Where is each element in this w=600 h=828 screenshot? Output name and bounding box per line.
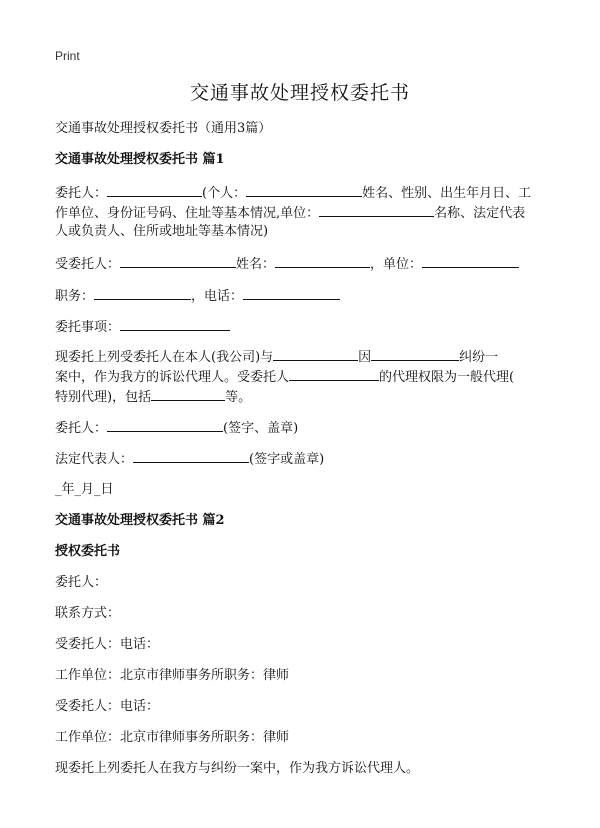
blank-line — [422, 253, 519, 268]
blank-line — [246, 182, 362, 197]
paragraph-principal-line-3: 人或负责人、住所或地址等基本情况) — [55, 224, 269, 239]
document-subtitle: 交通事故处理授权委托书（通用3篇） — [55, 121, 272, 136]
print-label: Print — [55, 49, 80, 63]
paragraph-entrust-line-2: 案中，作为我方的诉讼代理人。受委托人 的代理权限为一般代理( — [55, 366, 560, 388]
list-item: 受委托人：电话： — [55, 699, 160, 714]
blank-line — [133, 448, 249, 463]
list-item: 工作单位：北京市律师事务所职务：律师 — [55, 668, 290, 683]
list-item: 联系方式： — [55, 606, 121, 621]
list-item: 受委托人：电话： — [55, 637, 160, 652]
blank-line — [120, 316, 230, 331]
blank-line — [371, 346, 459, 361]
paragraph-principal-line-1: 委托人： (个人： 姓名、性别、出生年月日、工 — [55, 182, 560, 204]
paragraph-position: 职务： ，电话： — [55, 285, 560, 307]
paragraph-principal-line-2: 作单位、身份证号码、住址等基本情况,单位： 名称、法定代表 — [55, 202, 560, 224]
date-line: _年_月_日 — [55, 482, 114, 497]
list-item: 工作单位：北京市律师事务所职务：律师 — [55, 730, 290, 745]
section-heading-2: 交通事故处理授权委托书 篇2 — [55, 513, 225, 528]
blank-line — [275, 253, 370, 268]
blank-line — [289, 366, 379, 381]
blank-line — [107, 417, 223, 432]
paragraph-agent: 受委托人： 姓名： ，单位： — [55, 253, 560, 275]
signature-legal-rep: 法定代表人： (签字或盖章) — [55, 448, 560, 470]
blank-line — [107, 182, 202, 197]
blank-line — [120, 253, 236, 268]
blank-line — [273, 346, 358, 361]
blank-line — [151, 386, 225, 401]
list-item: 现委托上列委托人在我方与纠纷一案中，作为我方诉讼代理人。 — [55, 761, 420, 776]
section-heading-1: 交通事故处理授权委托书 篇1 — [55, 152, 225, 167]
paragraph-matter: 委托事项： — [55, 316, 560, 338]
blank-line — [243, 285, 340, 300]
blank-line — [319, 202, 434, 217]
blank-line — [94, 285, 191, 300]
section-subheading: 授权委托书 — [55, 544, 121, 559]
document-title: 交通事故处理授权委托书 — [189, 82, 410, 104]
paragraph-entrust-line-1: 现委托上列受委托人在本人(我公司)与 因 纠纷一 — [55, 346, 560, 368]
list-item: 委托人： — [55, 575, 108, 590]
paragraph-entrust-line-3: 特别代理)，包括 等。 — [55, 386, 560, 408]
signature-principal: 委托人： (签字、盖章) — [55, 417, 560, 439]
